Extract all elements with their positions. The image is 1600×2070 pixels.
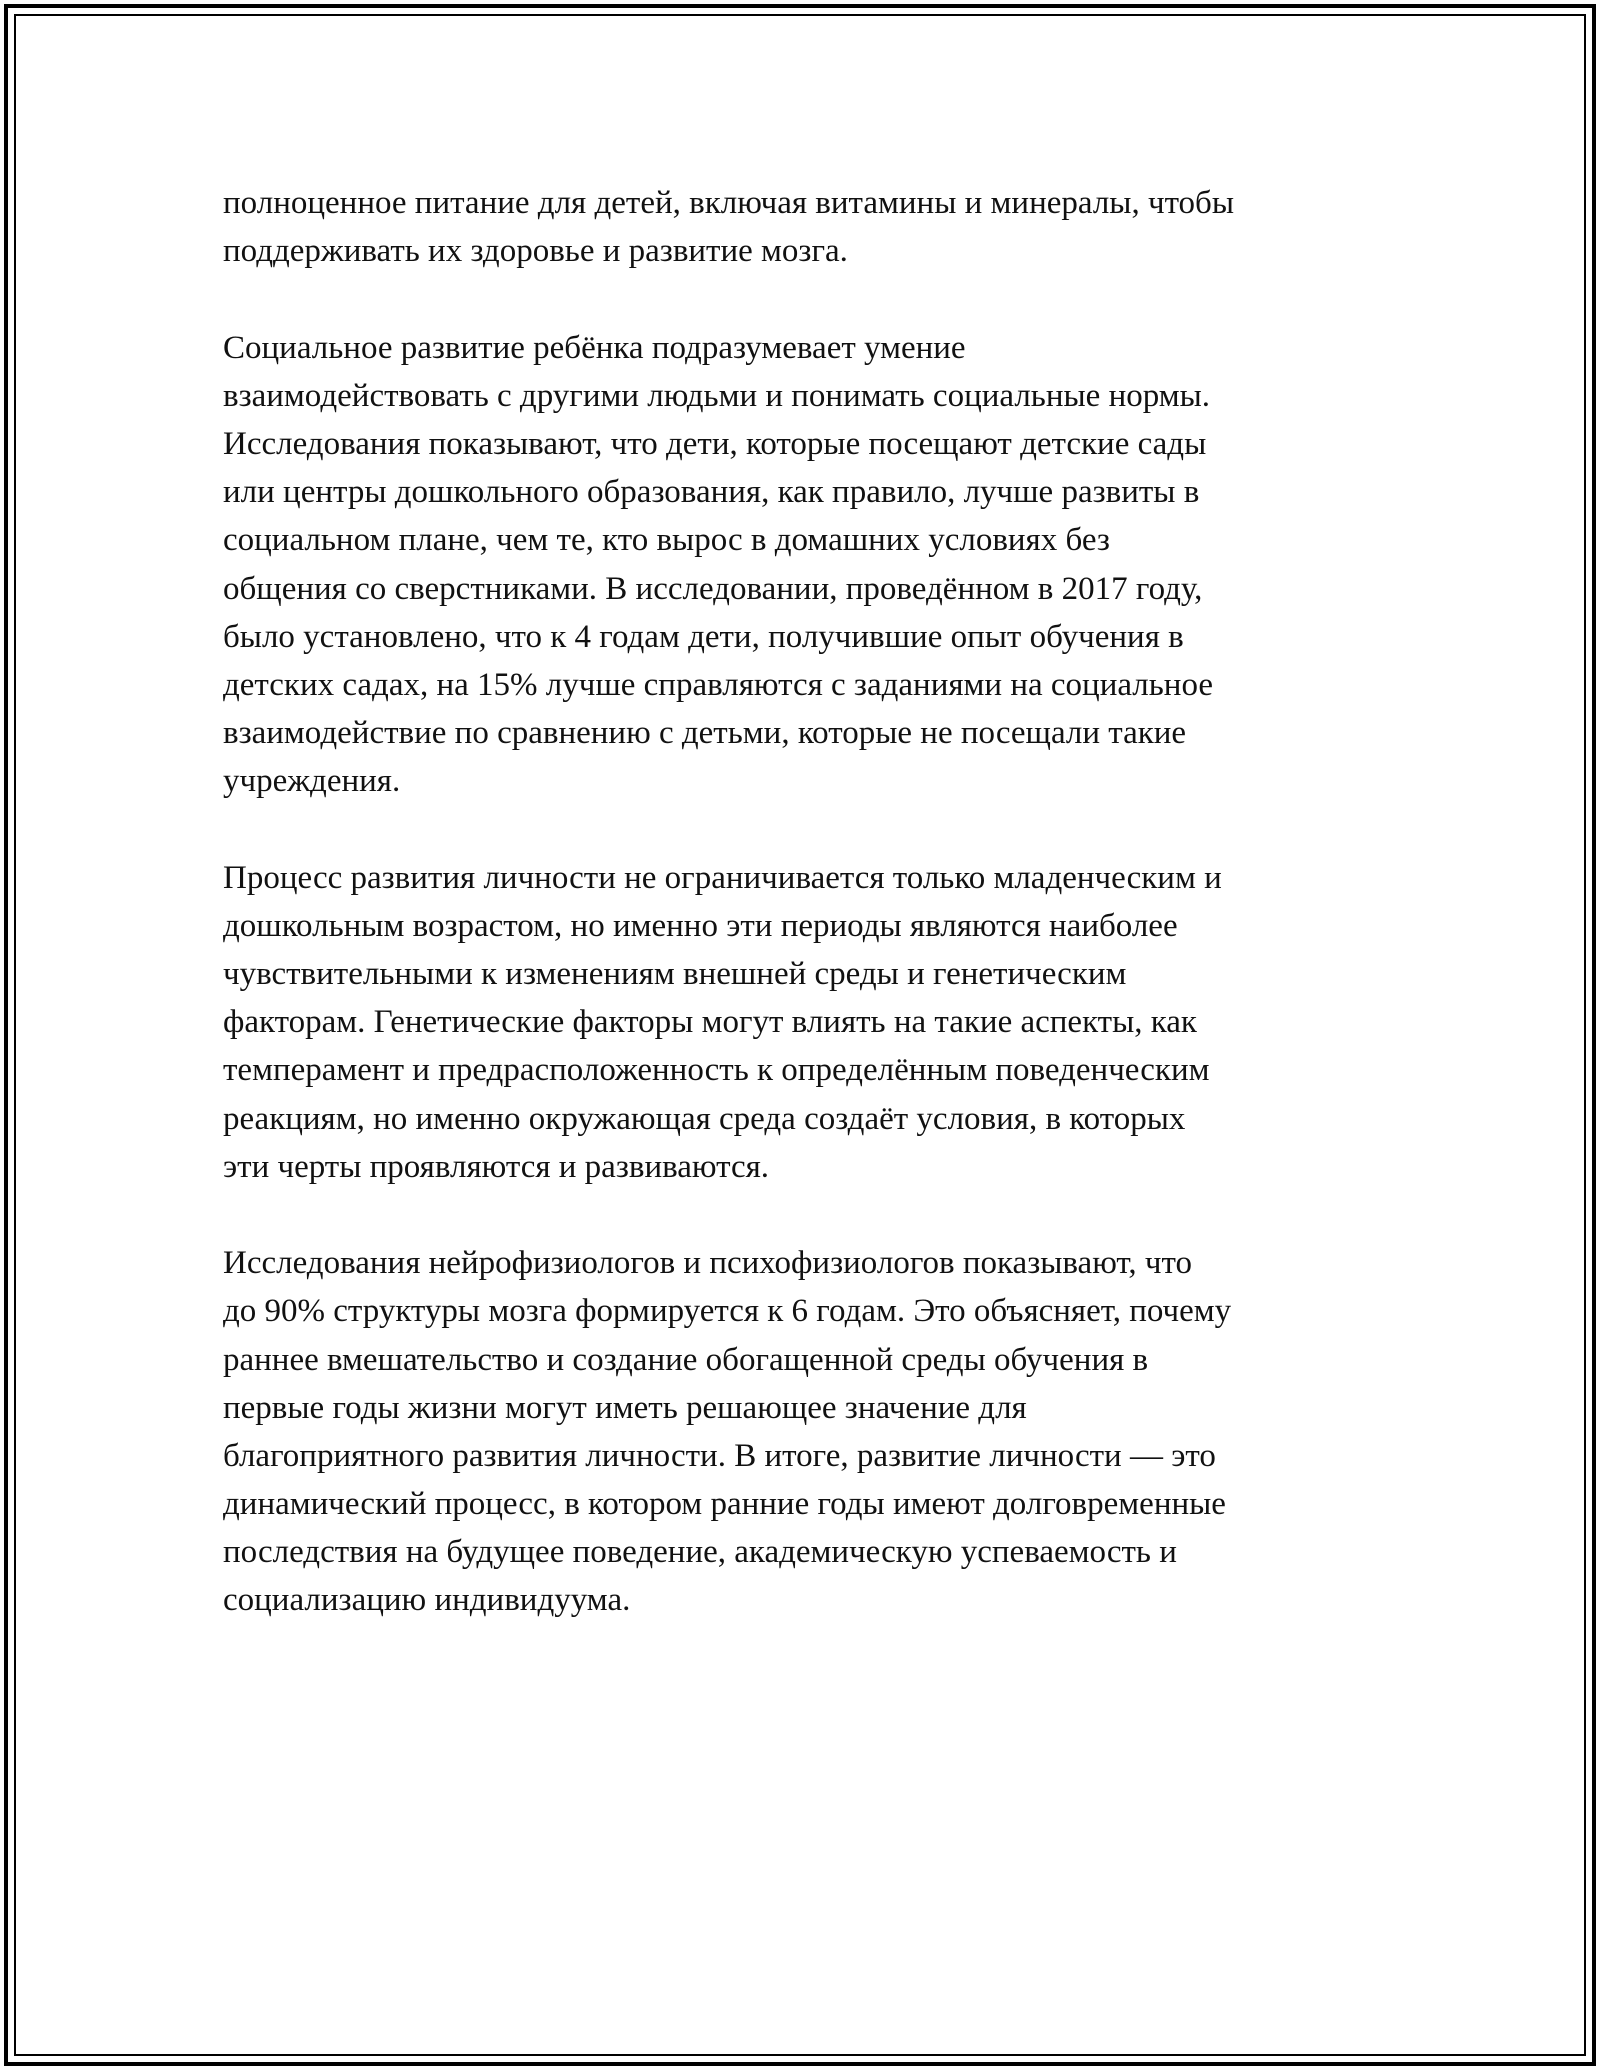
text-line: взаимодействовать с другими людьми и понимать социальные нормы. bbox=[223, 377, 1211, 414]
text-line: дошкольным возрастом, но именно эти периоды являются наиболее bbox=[223, 907, 1178, 944]
text-line: взаимодействие по сравнению с детьми, которые не посещали такие bbox=[223, 715, 1187, 752]
text-line: динамический процесс, в котором ранние годы имеют долговременные bbox=[223, 1486, 1226, 1523]
text-line: было установлено, что к 4 годам дети, получившие опыт обучения в bbox=[223, 618, 1184, 655]
text-line: Исследования нейрофизиологов и психофизиологов показывают, что bbox=[223, 1245, 1192, 1282]
text-line: полноценное питание для детей, включая витамины и минералы, чтобы bbox=[223, 185, 1235, 221]
paragraph-nutrition bbox=[223, 179, 1403, 275]
text-line: учреждения. bbox=[223, 763, 401, 800]
text-line: Социальное развитие ребёнка подразумевает умение bbox=[223, 329, 966, 366]
text-line: благоприятного развития личности. В итоге, развитие личности — это bbox=[223, 1437, 1216, 1474]
text-line: до 90% структуры мозга формируется к 6 годам. Это объясняет, почему bbox=[223, 1293, 1232, 1330]
text-line: Процесс развития личности не ограничивается только младенческим и bbox=[223, 859, 1222, 896]
text-line: социальном плане, чем те, кто вырос в домашних условиях без bbox=[223, 522, 1110, 559]
text-line: факторам. Генетические факторы могут влиять на такие аспекты, как bbox=[223, 1004, 1197, 1041]
document-body bbox=[223, 179, 1403, 1625]
text-line: или центры дошкольного образования, как правило, лучше развиты в bbox=[223, 474, 1200, 511]
text-line: реакциям, но именно окружающая среда создаёт условия, в которых bbox=[223, 1100, 1186, 1137]
text-line: чувствительными к изменениям внешней среды и генетическим bbox=[223, 956, 1127, 992]
paragraph-neurophysiology bbox=[223, 1239, 1403, 1625]
text-line: социализацию индивидуума. bbox=[223, 1582, 631, 1619]
text-line: Исследования показывают, что дети, которые посещают детские сады bbox=[223, 425, 1207, 462]
text-line: детских садах, на 15% лучше справляются с заданиями на социальное bbox=[223, 666, 1214, 703]
text-line: первые годы жизни могут иметь решающее значение для bbox=[223, 1389, 1027, 1426]
paragraph-personality-process bbox=[223, 854, 1403, 1191]
text-line: эти черты проявляются и развиваются. bbox=[223, 1148, 770, 1185]
text-line: раннее вмешательство и создание обогащенной среды обучения в bbox=[223, 1341, 1149, 1378]
text-line: поддерживать их здоровье и развитие мозга. bbox=[223, 233, 848, 270]
text-line: последствия на будущее поведение, академическую успеваемость и bbox=[223, 1534, 1177, 1571]
paragraph-social-development bbox=[223, 324, 1403, 806]
text-line: темперамент и предрасположенность к определённым поведенческим bbox=[223, 1052, 1210, 1089]
text-line: общения со сверстниками. В исследовании, проведённом в 2017 году, bbox=[223, 570, 1203, 607]
